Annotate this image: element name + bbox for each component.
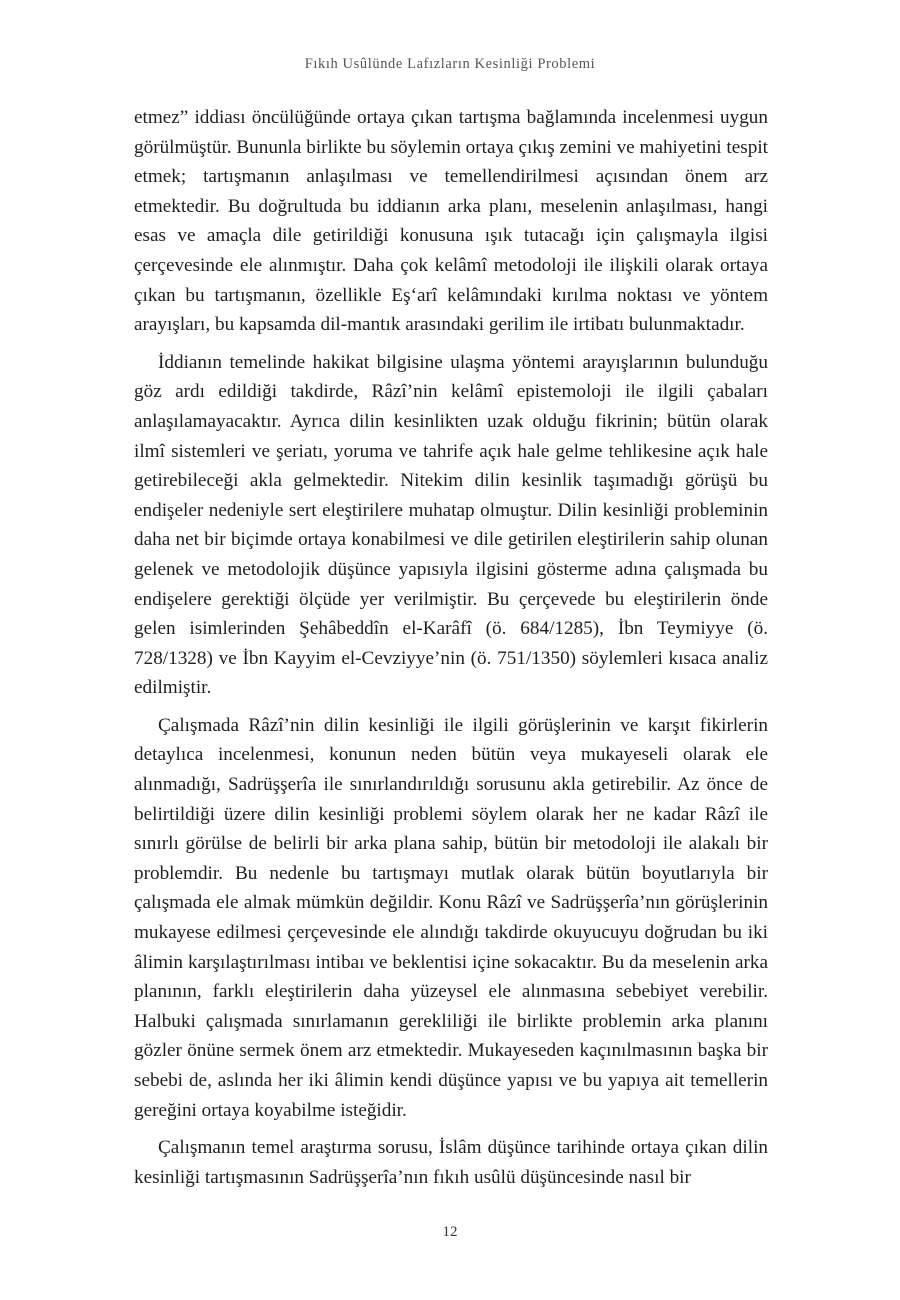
page-number: 12 — [442, 1224, 458, 1240]
body-text — [134, 103, 768, 1192]
paragraph-2: İddianın temelinde hakikat bilgisine ulaşma yöntemi arayışlarının bulunduğu göz ardı edildiği takdirde, Râzî’nin kelâmî epistemoloji ile ilgili çabaları anlaşılamayacaktır. Ayrıca dilin kesinlikten uzak olduğu fikrinin; bütün olarak ilmî sistemleri ve şeriatı, yoruma ve tahrife açık hale gelme tehlikesine açık hale getirebileceği akla gelmektedir. Nitekim dilin kesinlik taşımadığı görüşü bu endişeler nedeniyle sert eleştirilere muhatap olmuştur. Dilin kesinliği probleminin daha net bir biçimde ortaya konabilmesi ve dile getirilen eleştirilerin sahip olunan gelenek ve metodolojik düşünce yapısıyla ilgisini gösterme adına çalışmada bu endişelere gerektiği ölçüde yer verilmiştir. Bu çerçevede bu eleştirilerin önde gelen isimlerinden Şehâbeddîn el-Karâfî (ö. 684/1285), İbn Teymiyye (ö. 728/1328) ve İbn Kayyim el-Cevziyye’nin (ö. 751/1350) söylemleri kısaca analiz edilmiştir. — [134, 351, 768, 699]
paragraph-3: Çalışmada Râzî’nin dilin kesinliği ile ilgili görüşlerinin ve karşıt fikirlerin detaylıca incelenmesi, konunun neden bütün veya mukayeseli olarak ele alınmadığı, Sadrüşşerîa ile sınırlandırıldığı sorusunu akla getirebilir. Az önce de belirtildiği üzere dilin kesinliği problemi söylem olarak her ne kadar Râzî ile sınırlı görülse de belirli bir arka plana sahip, bütün bir metodoloji ile alakalı bir problemdir. Bu nedenle bu tartışmayı mutlak olarak bütün boyutlarıyla bir çalışmada ele almak mümkün değildir. Konu Râzî ve Sadrüşşerîa’nın görüşlerinin mukayese edilmesi çerçevesinde ele alındığı takdirde okuyucuyu doğrudan bu iki âlimin karşılaştırılması intibaı ve beklentisi içine sokacaktır. Bu da meselenin arka planının, farklı eleştirilerin daha yüzeysel ele alınmasına sebebiyet verebilir. Halbuki çalışmada sınırlamanın gerekliliği ile birlikte problemin arka planını gözler önüne sermek önem arz etmektedir. Mukayeseden kaçınılmasının başka bir sebebi de, aslında her iki âlimin kendi düşünce yapısı ve bu yapıya ait temellerin gereğini ortaya koyabilme isteğidir. — [134, 714, 768, 1121]
paragraph-4: Çalışmanın temel araştırma sorusu, İslâm düşünce tarihinde ortaya çıkan dilin kesinliği tartışmasının Sadrüşşerîa’nın fıkıh usûlü düşüncesinde nasıl bir — [134, 1137, 768, 1188]
paragraph-1: etmez” iddiası öncülüğünde ortaya çıkan tartışma bağlamında incelenmesi uygun görülmüştür. Bununla birlikte bu söylemin ortaya çıkış zemini ve mahiyetini tespit etmek; tartışmanın anlaşılması ve temellendirilmesi açısından önem arz etmektedir. Bu doğrultuda bu iddianın arka planı, meselenin anlaşılması, hangi esas ve amaçla dile getirildiği konusuna ışık tutacağı için çalışmayla ilgisi çerçevesinde ele alınmıştır. Daha çok kelâmî metodoloji ile ilişkili olarak ortaya çıkan bu tartışmanın, özellikle Eş‘arî kelâmındaki kırılma noktası ve yöntem arayışları, bu kapsamda dil-mantık arasındaki gerilim ile irtibatı bulunmaktadır. — [134, 107, 768, 336]
running-head: Fıkıh Usûlünde Lafızların Kesinliği Problemi — [304, 56, 596, 72]
